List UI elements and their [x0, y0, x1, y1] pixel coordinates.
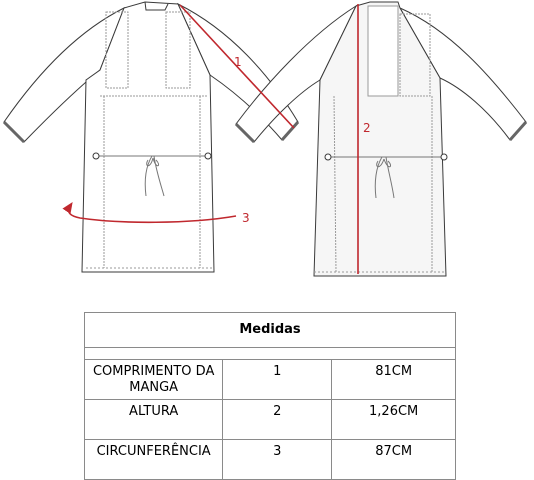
measure-value: 87CM	[332, 439, 456, 479]
table-spacer	[85, 347, 456, 359]
measure-code: 2	[223, 399, 332, 439]
table-row	[85, 359, 456, 399]
measure-name: CIRCUNFERÊNCIA	[85, 439, 223, 479]
callout-3: 3	[242, 211, 250, 225]
back-view	[236, 2, 526, 276]
callout-1: 1	[234, 55, 242, 69]
table-row	[85, 439, 456, 479]
callout-2: 2	[363, 121, 371, 135]
measure-value: 1,26CM	[332, 399, 456, 439]
measure-code: 1	[223, 359, 332, 399]
measure-name: COMPRIMENTO DA MANGA	[85, 359, 223, 399]
measure-name: ALTURA	[85, 399, 223, 439]
measurements-table	[84, 312, 456, 480]
table-title: Medidas	[85, 313, 456, 348]
measure-code: 3	[223, 439, 332, 479]
measure-value: 81CM	[332, 359, 456, 399]
table-row	[85, 399, 456, 439]
